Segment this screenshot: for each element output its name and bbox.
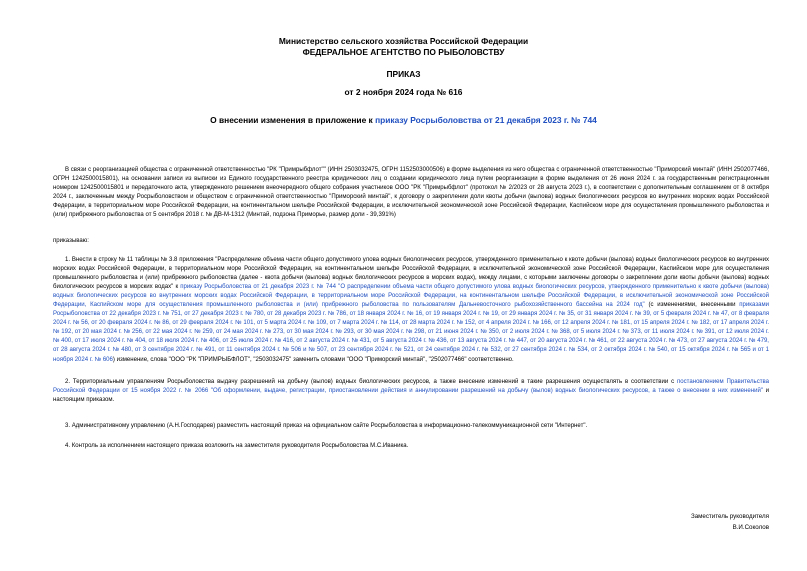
document-date: от 2 ноября 2024 года № 616 bbox=[344, 87, 463, 97]
item-2-end: и настоящим приказом. bbox=[53, 388, 770, 404]
title-order-link[interactable]: приказу Росрыболовства от 21 декабря 2023 г. № 744 bbox=[375, 115, 597, 125]
item-3-paragraph: 3. Административному управлению (А.Н.Господарев) разместить настоящий приказ на официальном сайте Росрыболовства в информационно-телекоммуникационной сети "Интернет". bbox=[65, 423, 588, 429]
item-1-start: 1. Внести в строку № 11 таблицы № 3.8 приложения "Распределение объема части общего допустимого улова водных биологических ресурсов, утвержденного применительно к квоте добычи (вылова) водных биологических ресурсов во внутренних морских водах Российской Федерации, в территориальном море Российской Федерации, на континентальном шельфе Российской Федерации, в исключительной экономической зоне Российской Федерации, Каспийском море для осуществления промышленного рыболовства и (или) прибрежного рыболовства (далее - квота добычи (вылова) водных биологических ресурсов в морских водах), между лицами, с которыми заключены договоры о закреплении доли квоты добычи (вылова) водных биологических ресурсов в морских водах" к bbox=[53, 257, 769, 291]
item-2-start: 2. Территориальным управлениям Росрыболовства выдачу разрешений на добычу (вылов) водных биологических ресурсов, а также внесение изменений в такие разрешения осуществлять в соответствии с bbox=[65, 379, 677, 385]
order-word: приказываю: bbox=[53, 238, 89, 244]
intro-paragraph: В связи с реорганизацией общества с ограниченной ответственностью "РК "Примрыбфлот"" (ИНН 2503032475, ОГРН 1152503000506) в форме выделения из него общества с ограниченной ответственностью "Приморский минтай" (ИНН 2502077466, ОГРН 1242500015801), на основании записи из выписки из Единого государственного реестра юридических лиц о создании юридического лица путем реорганизации в форме выделения от 26 июня 2024 г. за государственным регистрационным номером 1242500015801 и передаточного акта, утвержденного решением внеочередного общего собрания участников ООО "РК "Примрыбфлот" (протокол № 2/2023 от 28 августа 2023 г.), в соответствии с дополнительным соглашением от 8 октября 2024 г., заключенным между Росрыболовством и обществом с ограниченной ответственностью "Приморский минтай", к договору о закреплении доли квоты добычи (вылова) водных биологических ресурсов во внутренних морских водах Российской Федерации, в территориальном море Российской Федерации, на континентальном шельфе Российской Федерации, в исключительной экономической зоне Российской Федерации, Каспийском море для осуществления промышленного рыболовства и (или) прибрежного рыболовства от 5 сентября 2018 г. № ДВ-М-1312 (Минтай, подзона Приморье, размер доли - 39,391%) bbox=[53, 167, 769, 219]
document-title bbox=[0, 115, 807, 125]
agency-name: ФЕДЕРАЛЬНОЕ АГЕНТСТВО ПО РЫБОЛОВСТВУ bbox=[302, 47, 505, 57]
item-1-paragraph bbox=[53, 256, 769, 365]
document-type: ПРИКАЗ bbox=[386, 69, 421, 79]
item-2-paragraph bbox=[53, 378, 769, 405]
item-1-mid: (с изменениями, внесенными bbox=[644, 302, 740, 309]
order-744-link[interactable]: приказу Росрыболовства от 21 декабря 2023 г. № 744 "О распределении объема части общего допустимого улова водных биологических ресурсов, утвержденного применительно к квоте добычи (вылова) водных биологических ресурсов во внутренних морских водах Российской Федерации, в территориальном море Российской Федерации, на континентальном шельфе Российской Федерации, в исключительной экономической зоне Российской Федерации, Каспийском море для осуществления промышленного рыболовства и (или) прибрежного рыболовства по пользователям Дальневосточного рыбохозяйственного бассейна на 2024 год" bbox=[53, 284, 769, 309]
signatory-name: В.И.Соколов bbox=[732, 524, 769, 531]
title-prefix: О внесении изменения в приложение к bbox=[210, 115, 376, 125]
item-1-end: ) изменение, слова "ООО "РК "ПРИМРЫБФЛОТ", "2503032475" заменить словами "ООО "Приморский минтай", "2502077466" соответственно. bbox=[112, 356, 514, 363]
signatory-position: Заместитель руководителя bbox=[690, 513, 769, 520]
ministry-name: Министерство сельского хозяйства Российской Федерации bbox=[278, 36, 529, 46]
item-4-paragraph: 4. Контроль за исполнением настоящего приказа возложить на заместителя руководителя Росрыболовства М.С.Иваника. bbox=[65, 443, 409, 449]
amendments-link[interactable]: приказами Росрыболовства от 22 декабря 2023 г. № 751, от 27 декабря 2023 г. № 780, от 28 декабря 2023 г. № 786, от 18 января 2024 г. № 16, от 19 января 2024 г. № 19, от 29 января 2024 г. № 35, от 31 января 2024 г. № 39, от 5 февраля 2024 г. № 47, от 8 февраля 2024 г. № 56, от 20 февраля 2024 г. № 86, от 29 февраля 2024 г. № 101, от 5 марта 2024 г. № 109, от 7 марта 2024 г. № 114, от 28 марта 2024 г. № 152, от 4 апреля 2024 г. № 166, от 12 апреля 2024 г. № 181, от 15 апреля 2024 г. № 182, от 17 апреля 2024 г. № 192, от 20 мая 2024 г. № 256, от 22 мая 2024 г. № 259, от 24 мая 2024 г. № 273, от 30 мая 2024 г. № 293, от 30 мая 2024 г. № 298, от 21 июня 2024 г. № 350, от 2 июля 2024 г. № 368, от 5 июля 2024 г. № 373, от 11 июля 2024 г. № 391, от 12 июля 2024 г. № 400, от 17 июля 2024 г. № 404, от 18 июля 2024 г. № 406, от 25 июля 2024 г. № 416, от 2 августа 2024 г. № 431, от 5 августа 2024 г. № 436, от 13 августа 2024 г. № 447, от 20 августа 2024 г. № 461, от 22 августа 2024 г. № 473, от 27 августа 2024 г. № 479, от 28 августа 2024 г. № 480, от 3 сентября 2024 г. № 491, от 11 сентября 2024 г. № 506 и № 507, от 23 сентября 2024 г. № 521, от 24 сентября 2024 г. № 532, от 27 сентября 2024 г. № 534, от 2 октября 2024 г. № 540, от 15 октября 2024 г. № 565 и от 1 ноября 2024 г. № 606 bbox=[53, 302, 769, 363]
resolution-2066-link[interactable]: постановлением Правительства Российской Федерации от 15 ноября 2022 г. № 2066 "Об оформлении, выдаче, регистрации, приостановлении действия и аннулировании разрешений на добычу (вылов) водных биологических ресурсов, а также о внесении в них изменений" bbox=[53, 379, 769, 395]
